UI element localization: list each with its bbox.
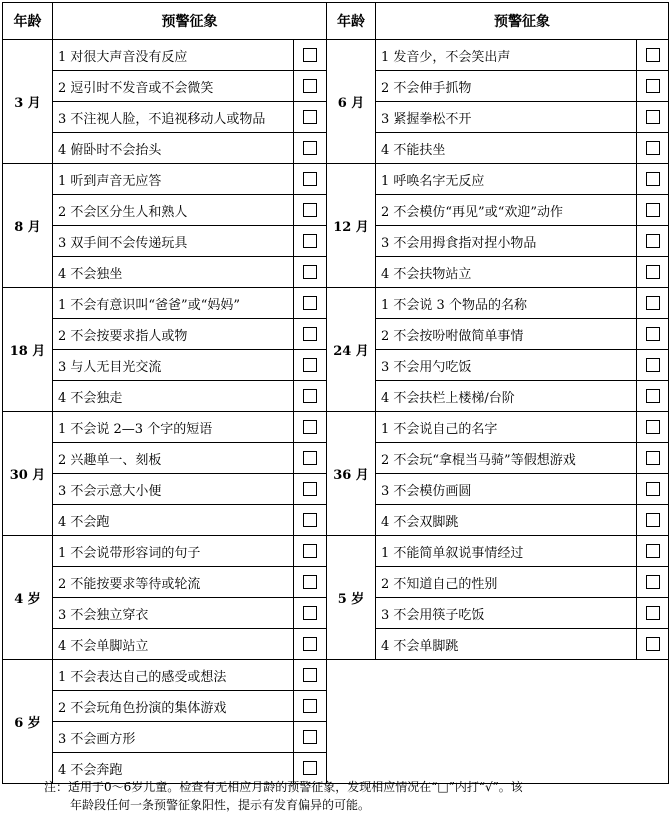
checkbox[interactable] <box>303 358 317 372</box>
warning-sign-text: 3 紧握拳松不开 <box>376 102 637 133</box>
checkbox[interactable] <box>303 203 317 217</box>
warning-sign-text: 1 不会说 3 个物品的名称 <box>376 288 637 319</box>
checkbox[interactable] <box>646 141 660 155</box>
warning-sign-text: 4 不会独走 <box>53 381 294 412</box>
checkbox-cell <box>637 567 669 598</box>
age-label: 6 月 <box>327 40 376 164</box>
checkbox[interactable] <box>646 296 660 310</box>
checkbox[interactable] <box>303 234 317 248</box>
checkbox[interactable] <box>303 513 317 527</box>
warning-sign-text: 2 不会按吩咐做简单事情 <box>376 319 637 350</box>
checkbox-cell <box>294 133 327 164</box>
age-label: 8 月 <box>3 164 53 288</box>
checkbox[interactable] <box>646 606 660 620</box>
footnote-line-1: 注：适用于0～6岁儿童。检查有无相应月龄的预警征象，发现相应情况在“□”内打“√”。该 <box>44 780 523 794</box>
checkbox-cell <box>294 288 327 319</box>
warning-sign-text: 4 不会单脚跳 <box>376 629 637 660</box>
warning-sign-text: 2 不会伸手抓物 <box>376 71 637 102</box>
checkbox-cell <box>637 598 669 629</box>
checkbox-cell <box>294 474 327 505</box>
checkbox-cell <box>294 443 327 474</box>
checkbox-cell <box>294 381 327 412</box>
checkbox-cell <box>637 257 669 288</box>
checkbox[interactable] <box>303 296 317 310</box>
checkbox-cell <box>637 102 669 133</box>
checkbox[interactable] <box>646 358 660 372</box>
checkbox-cell <box>637 288 669 319</box>
checkbox-cell <box>294 350 327 381</box>
checkbox[interactable] <box>646 389 660 403</box>
warning-sign-text: 2 不会玩角色扮演的集体游戏 <box>53 691 294 722</box>
checkbox[interactable] <box>303 420 317 434</box>
checkbox[interactable] <box>646 327 660 341</box>
checkbox-cell <box>294 164 327 195</box>
checkbox-cell <box>637 474 669 505</box>
warning-sign-text: 2 不会模仿“再见”或“欢迎”动作 <box>376 195 637 226</box>
warning-sign-text: 4 不能扶坐 <box>376 133 637 164</box>
warning-sign-text: 3 不会用筷子吃饭 <box>376 598 637 629</box>
warning-sign-text: 1 不会说自己的名字 <box>376 412 637 443</box>
warning-sign-text: 3 与人无目光交流 <box>53 350 294 381</box>
checkbox-cell <box>294 536 327 567</box>
warning-sign-text: 1 不会说带形容词的句子 <box>53 536 294 567</box>
checkbox[interactable] <box>303 389 317 403</box>
age-label: 4 岁 <box>3 536 53 660</box>
checkbox-cell <box>294 567 327 598</box>
warning-sign-text: 4 不会双脚跳 <box>376 505 637 536</box>
checkbox-cell <box>294 257 327 288</box>
table-row <box>3 660 669 691</box>
checkbox[interactable] <box>646 482 660 496</box>
warning-sign-text: 2 不会按要求指人或物 <box>53 319 294 350</box>
checkbox-cell <box>294 102 327 133</box>
warning-sign-text: 1 不会说 2—3 个字的短语 <box>53 412 294 443</box>
checkbox[interactable] <box>303 668 317 682</box>
checkbox-cell <box>637 195 669 226</box>
checkbox[interactable] <box>303 451 317 465</box>
checkbox-cell <box>637 381 669 412</box>
warning-sign-text: 3 不会独立穿衣 <box>53 598 294 629</box>
age-label: 18 月 <box>3 288 53 412</box>
checkbox-cell <box>637 629 669 660</box>
checkbox-cell <box>294 660 327 691</box>
checkbox[interactable] <box>646 544 660 558</box>
table-row <box>3 288 669 319</box>
table-row <box>3 412 669 443</box>
warning-sign-text: 1 对很大声音没有反应 <box>53 40 294 71</box>
warning-sign-text: 3 不会用勺吃饭 <box>376 350 637 381</box>
checkbox-cell <box>637 226 669 257</box>
checkbox[interactable] <box>303 172 317 186</box>
checkbox[interactable] <box>303 482 317 496</box>
checkbox[interactable] <box>303 79 317 93</box>
checkbox[interactable] <box>303 637 317 651</box>
footnote-line-2: 年龄段任何一条预警征象阳性，提示有发育偏异的可能。 <box>70 798 371 812</box>
checkbox[interactable] <box>303 606 317 620</box>
warning-sign-text: 4 不会奔跑 <box>53 753 294 784</box>
warning-sign-text: 1 不能简单叙说事情经过 <box>376 536 637 567</box>
warning-sign-text: 3 不会示意大小便 <box>53 474 294 505</box>
table-row <box>3 40 669 71</box>
checkbox-cell <box>294 195 327 226</box>
warning-sign-text: 2 不能按要求等待或轮流 <box>53 567 294 598</box>
header-signs-right: 预警征象 <box>376 3 669 40</box>
checkbox[interactable] <box>303 699 317 713</box>
age-label: 36 月 <box>327 412 376 536</box>
checkbox-cell <box>637 505 669 536</box>
checkbox[interactable] <box>646 48 660 62</box>
header-signs-left: 预警征象 <box>53 3 327 40</box>
age-label: 3 月 <box>3 40 53 164</box>
checkbox[interactable] <box>303 544 317 558</box>
empty-cell <box>327 660 669 784</box>
checkbox-cell <box>294 629 327 660</box>
checkbox-cell <box>294 598 327 629</box>
warning-sign-text: 4 不会扶物站立 <box>376 257 637 288</box>
warning-sign-text: 4 不会单脚站立 <box>53 629 294 660</box>
checkbox[interactable] <box>303 761 317 775</box>
checkbox[interactable] <box>646 513 660 527</box>
header-age-right: 年龄 <box>327 3 376 40</box>
warning-sign-text: 3 不会画方形 <box>53 722 294 753</box>
checkbox-cell <box>294 505 327 536</box>
warning-sign-text: 4 不会扶栏上楼梯/台阶 <box>376 381 637 412</box>
warning-sign-text: 1 不会表达自己的感受或想法 <box>53 660 294 691</box>
table-row <box>3 536 669 567</box>
warning-sign-text: 2 兴趣单一、刻板 <box>53 443 294 474</box>
warning-sign-text: 2 不会区分生人和熟人 <box>53 195 294 226</box>
age-label: 30 月 <box>3 412 53 536</box>
warning-sign-text: 4 不会独坐 <box>53 257 294 288</box>
header-age-left: 年龄 <box>3 3 53 40</box>
checkbox[interactable] <box>646 172 660 186</box>
warning-sign-text: 1 发音少，不会笑出声 <box>376 40 637 71</box>
warning-sign-text: 3 不会模仿画圆 <box>376 474 637 505</box>
checkbox[interactable] <box>303 141 317 155</box>
checkbox[interactable] <box>646 575 660 589</box>
checkbox[interactable] <box>303 327 317 341</box>
table-row <box>3 164 669 195</box>
checkbox-cell <box>637 350 669 381</box>
checkbox[interactable] <box>646 110 660 124</box>
warning-sign-text: 2 不会玩“拿棍当马骑”等假想游戏 <box>376 443 637 474</box>
checkbox[interactable] <box>303 265 317 279</box>
checkbox[interactable] <box>646 203 660 217</box>
checkbox-cell <box>294 691 327 722</box>
checkbox[interactable] <box>303 110 317 124</box>
checkbox-cell <box>637 133 669 164</box>
checkbox-cell <box>294 71 327 102</box>
footnote <box>44 778 644 814</box>
checkbox[interactable] <box>646 79 660 93</box>
warning-sign-text: 1 听到声音无应答 <box>53 164 294 195</box>
age-label: 24 月 <box>327 288 376 412</box>
warning-sign-text: 3 双手间不会传递玩具 <box>53 226 294 257</box>
age-label: 5 岁 <box>327 536 376 660</box>
checkbox-cell <box>294 226 327 257</box>
checkbox-cell <box>637 71 669 102</box>
checkbox-cell <box>637 536 669 567</box>
checkbox-cell <box>637 443 669 474</box>
checkbox[interactable] <box>646 451 660 465</box>
warning-sign-text: 3 不会用拇食指对捏小物品 <box>376 226 637 257</box>
age-label: 12 月 <box>327 164 376 288</box>
warning-sign-text: 1 不会有意识叫“爸爸”或“妈妈” <box>53 288 294 319</box>
checkbox[interactable] <box>646 420 660 434</box>
age-label: 6 岁 <box>3 660 53 784</box>
warning-sign-text: 3 不注视人脸，不追视移动人或物品 <box>53 102 294 133</box>
checkbox[interactable] <box>646 265 660 279</box>
checkbox-cell <box>637 319 669 350</box>
warning-sign-text: 2 不知道自己的性别 <box>376 567 637 598</box>
warning-signs-table <box>2 2 669 784</box>
warning-sign-text: 1 呼唤名字无反应 <box>376 164 637 195</box>
checkbox[interactable] <box>303 48 317 62</box>
checkbox-cell <box>294 412 327 443</box>
warning-sign-text: 2 逗引时不发音或不会微笑 <box>53 71 294 102</box>
checkbox-cell <box>637 412 669 443</box>
checkbox-cell <box>294 40 327 71</box>
table-header-row <box>3 3 669 40</box>
checkbox-cell <box>294 722 327 753</box>
checkbox-cell <box>637 164 669 195</box>
checkbox[interactable] <box>303 730 317 744</box>
checkbox[interactable] <box>303 575 317 589</box>
checkbox[interactable] <box>646 234 660 248</box>
checkbox[interactable] <box>646 637 660 651</box>
warning-sign-text: 4 不会跑 <box>53 505 294 536</box>
warning-sign-text: 4 俯卧时不会抬头 <box>53 133 294 164</box>
checkbox-cell <box>637 40 669 71</box>
checkbox-cell <box>294 319 327 350</box>
